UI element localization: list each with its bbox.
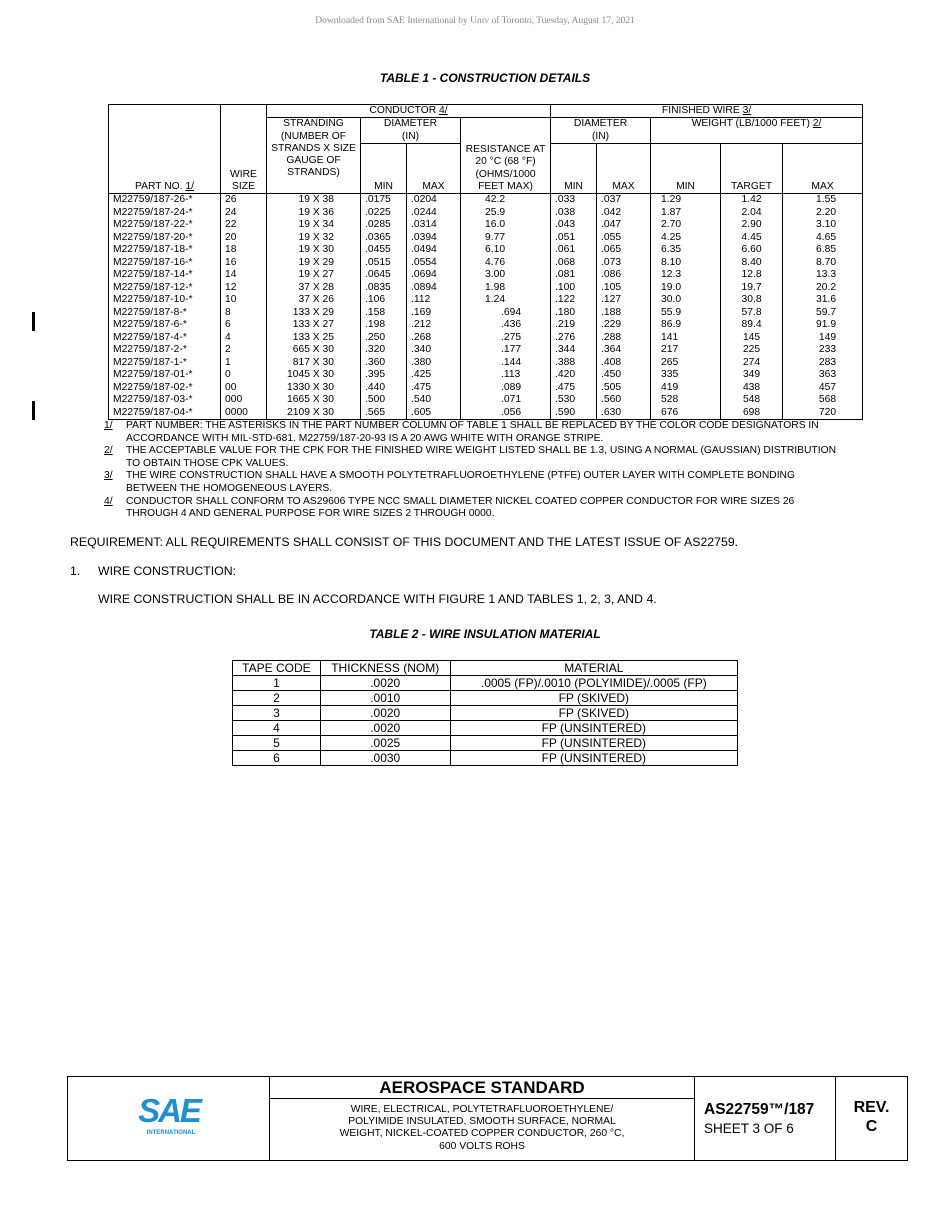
document-number-cell — [695, 1077, 836, 1160]
note-3: 3/ THE WIRE CONSTRUCTION SHALL HAVE A SMOOTH POLYTETRAFLUOROETHYLENE (PTFE) OUTER LAYER WITH COMPLETE BONDING BETWEEN THE HOMOGENEOUS LAYERS. — [104, 470, 795, 494]
weight-target-cell: 225 — [721, 344, 783, 357]
change-bar — [32, 312, 35, 331]
wire-size-cell: 12 — [221, 282, 267, 295]
cond-dia-max-cell: .169 — [407, 307, 461, 320]
fin-dia-min-cell: .033 — [551, 194, 597, 207]
weight-min-cell: 8.10 — [651, 257, 721, 270]
sae-logo-icon — [68, 1077, 269, 1160]
sae-logo-subtext: INTERNATIONAL — [146, 1130, 196, 1136]
fin-dia-max-cell: .560 — [597, 394, 651, 407]
weight-min-cell: 217 — [651, 344, 721, 357]
weight-target-cell: 57.8 — [721, 307, 783, 320]
table-row — [109, 207, 863, 220]
cond-dia-min-cell: .565 — [361, 407, 407, 420]
table-row — [109, 232, 863, 245]
wire-size-cell: 24 — [221, 207, 267, 220]
fin-dia-min-cell: .420 — [551, 369, 597, 382]
max-header: MAX — [783, 144, 863, 194]
weight-target-cell: 4.45 — [721, 232, 783, 245]
cond-dia-max-cell: .268 — [407, 332, 461, 345]
stranding-cell: 1665 X 30 — [267, 394, 361, 407]
thickness-cell: .0010 — [320, 691, 450, 706]
part-no-cell: M22759/187-26-* — [109, 194, 221, 207]
weight-max-cell: 283 — [783, 357, 863, 370]
table-row — [109, 257, 863, 270]
weight-min-cell: 55.9 — [651, 307, 721, 320]
tape-code-cell: 3 — [233, 706, 321, 721]
wire-size-cell: 22 — [221, 219, 267, 232]
weight-header: WEIGHT (LB/1000 FEET) 2/ — [651, 118, 863, 144]
cond-dia-max-cell: .0554 — [407, 257, 461, 270]
cond-dia-max-cell: .0694 — [407, 269, 461, 282]
wire-size-cell: 6 — [221, 319, 267, 332]
resistance-cell: .056 — [461, 407, 551, 420]
cond-dia-min-cell: .0365 — [361, 232, 407, 245]
material-cell: .0005 (FP)/.0010 (POLYIMIDE)/.0005 (FP) — [450, 676, 737, 691]
table-row — [109, 194, 863, 207]
fin-dia-max-cell: .505 — [597, 382, 651, 395]
weight-target-cell: 8.40 — [721, 257, 783, 270]
table-row — [109, 344, 863, 357]
sae-logo — [68, 1077, 270, 1160]
table-row — [233, 676, 738, 691]
cond-dia-min-cell: .360 — [361, 357, 407, 370]
fin-dia-min-cell: .122 — [551, 294, 597, 307]
stranding-cell: 133 X 25 — [267, 332, 361, 345]
weight-max-cell: 59.7 — [783, 307, 863, 320]
target-header: TARGET — [721, 144, 783, 194]
cond-dia-min-cell: .0285 — [361, 219, 407, 232]
fin-dia-min-cell: .051 — [551, 232, 597, 245]
cond-dia-min-cell: .0515 — [361, 257, 407, 270]
cond-dia-min-cell: .158 — [361, 307, 407, 320]
resistance-cell: 1.24 — [461, 294, 551, 307]
wire-size-header: WIRE SIZE — [221, 105, 267, 194]
stranding-cell: 1045 X 30 — [267, 369, 361, 382]
stranding-cell: 133 X 27 — [267, 319, 361, 332]
cond-dia-min-cell: .320 — [361, 344, 407, 357]
part-no-cell: M22759/187-8-* — [109, 307, 221, 320]
min-header: MIN — [361, 144, 407, 194]
thickness-cell: .0025 — [320, 736, 450, 751]
min-header: MIN — [651, 144, 721, 194]
cond-dia-min-cell: .198 — [361, 319, 407, 332]
weight-max-cell: 1.55 — [783, 194, 863, 207]
part-no-cell: M22759/187-24-* — [109, 207, 221, 220]
table-row — [109, 219, 863, 232]
wire-size-cell: 8 — [221, 307, 267, 320]
weight-max-cell: 20.2 — [783, 282, 863, 295]
cond-dia-max-cell: .605 — [407, 407, 461, 420]
fin-dia-min-cell: .219 — [551, 319, 597, 332]
weight-target-cell: 12.8 — [721, 269, 783, 282]
wire-size-cell: 10 — [221, 294, 267, 307]
table2-caption: TABLE 2 - WIRE INSULATION MATERIAL — [369, 627, 601, 641]
stranding-cell: 19 X 32 — [267, 232, 361, 245]
cond-dia-min-cell: .250 — [361, 332, 407, 345]
tape-code-cell: 1 — [233, 676, 321, 691]
weight-target-cell: 145 — [721, 332, 783, 345]
finished-diameter-header: DIAMETER (IN) — [551, 118, 651, 144]
fin-dia-min-cell: .180 — [551, 307, 597, 320]
fin-dia-max-cell: .055 — [597, 232, 651, 245]
wire-size-cell: 4 — [221, 332, 267, 345]
stranding-cell: 19 X 30 — [267, 244, 361, 257]
stranding-header: STRANDING (NUMBER OF STRANDS X SIZE GAUGE OF STRANDS) — [267, 118, 361, 194]
table-row — [109, 407, 863, 420]
stranding-cell: 19 X 27 — [267, 269, 361, 282]
wire-size-cell: 000 — [221, 394, 267, 407]
conductor-diameter-header: DIAMETER (IN) — [361, 118, 461, 144]
resistance-cell: .113 — [461, 369, 551, 382]
part-no-cell: M22759/187-04-* — [109, 407, 221, 420]
weight-target-cell: 548 — [721, 394, 783, 407]
table1-notes — [104, 420, 844, 521]
resistance-cell: .694 — [461, 307, 551, 320]
weight-min-cell: 335 — [651, 369, 721, 382]
stranding-cell: 1330 X 30 — [267, 382, 361, 395]
fin-dia-min-cell: .590 — [551, 407, 597, 420]
table-row — [109, 269, 863, 282]
weight-min-cell: 676 — [651, 407, 721, 420]
weight-min-cell: 12.3 — [651, 269, 721, 282]
material-cell: FP (UNSINTERED) — [450, 751, 737, 766]
weight-max-cell: 363 — [783, 369, 863, 382]
resistance-header: RESISTANCE AT 20 °C (68 °F) (OHMS/1000 FEET MAX) — [461, 118, 551, 194]
weight-max-cell: 2.20 — [783, 207, 863, 220]
table-row — [233, 736, 738, 751]
weight-min-cell: 1.29 — [651, 194, 721, 207]
resistance-cell: 1.98 — [461, 282, 551, 295]
document-description: WIRE, ELECTRICAL, POLYTETRAFLUOROETHYLENE/ POLYIMIDE INSULATED, SMOOTH SURFACE, NORMAL WEIGHT, NICKEL-COATED COPPER CONDUCTOR, 260 °C, 600 VOLTS ROHS — [339, 1104, 625, 1152]
part-no-cell: M22759/187-22-* — [109, 219, 221, 232]
table-row — [109, 357, 863, 370]
part-no-cell: M22759/187-10-* — [109, 294, 221, 307]
sheet-number: SHEET 3 OF 6 — [704, 1121, 794, 1136]
note-1: 1/ PART NUMBER: THE ASTERISKS IN THE PART NUMBER COLUMN OF TABLE 1 SHALL BE REPLACED BY THE COLOR CODE DESIGNATORS IN ACCORDANCE WITH MIL-STD-681. M22759/187-20-93 IS A 20 AWG WHITE WITH ORANGE STRIPE. — [104, 420, 819, 444]
cond-dia-max-cell: .475 — [407, 382, 461, 395]
resistance-cell: .275 — [461, 332, 551, 345]
part-no-cell: M22759/187-03-* — [109, 394, 221, 407]
tape-code-cell: 5 — [233, 736, 321, 751]
part-no-cell: M22759/187-2-* — [109, 344, 221, 357]
table-row — [233, 691, 738, 706]
weight-target-cell: 30.8 — [721, 294, 783, 307]
fin-dia-min-cell: .344 — [551, 344, 597, 357]
cond-dia-min-cell: .440 — [361, 382, 407, 395]
table-row — [109, 369, 863, 382]
weight-max-cell: 233 — [783, 344, 863, 357]
cond-dia-max-cell: .0394 — [407, 232, 461, 245]
wire-size-cell: 16 — [221, 257, 267, 270]
thickness-cell: .0020 — [320, 706, 450, 721]
wire-size-cell: 1 — [221, 357, 267, 370]
fin-dia-min-cell: .061 — [551, 244, 597, 257]
fin-dia-max-cell: .364 — [597, 344, 651, 357]
table-row — [233, 721, 738, 736]
fin-dia-max-cell: .086 — [597, 269, 651, 282]
part-no-cell: M22759/187-12-* — [109, 282, 221, 295]
stranding-cell: 37 X 26 — [267, 294, 361, 307]
cond-dia-max-cell: .0314 — [407, 219, 461, 232]
section-1-title: WIRE CONSTRUCTION: — [98, 564, 236, 578]
wire-size-cell: 20 — [221, 232, 267, 245]
weight-max-cell: 13.3 — [783, 269, 863, 282]
stranding-cell: 19 X 36 — [267, 207, 361, 220]
cond-dia-min-cell: .0645 — [361, 269, 407, 282]
weight-max-cell: 6.85 — [783, 244, 863, 257]
resistance-cell: .144 — [461, 357, 551, 370]
fin-dia-min-cell: .081 — [551, 269, 597, 282]
min-header: MIN — [551, 144, 597, 194]
wire-size-cell: 2 — [221, 344, 267, 357]
fin-dia-max-cell: .450 — [597, 369, 651, 382]
cond-dia-min-cell: .106 — [361, 294, 407, 307]
part-no-cell: M22759/187-1-* — [109, 357, 221, 370]
revision-label: REV. — [853, 1099, 890, 1116]
weight-target-cell: 438 — [721, 382, 783, 395]
tape-code-cell: 2 — [233, 691, 321, 706]
stranding-cell: 19 X 29 — [267, 257, 361, 270]
cond-dia-max-cell: .112 — [407, 294, 461, 307]
stranding-cell: 133 X 29 — [267, 307, 361, 320]
wire-size-cell: 26 — [221, 194, 267, 207]
resistance-cell: .089 — [461, 382, 551, 395]
change-bar — [32, 401, 35, 420]
weight-max-cell: 720 — [783, 407, 863, 420]
cond-dia-max-cell: .0204 — [407, 194, 461, 207]
sae-logo-mark: SAE — [138, 1092, 200, 1129]
cond-dia-max-cell: .425 — [407, 369, 461, 382]
material-cell: FP (SKIVED) — [450, 691, 737, 706]
stranding-cell: 19 X 34 — [267, 219, 361, 232]
resistance-cell: 16.0 — [461, 219, 551, 232]
cond-dia-min-cell: .0225 — [361, 207, 407, 220]
resistance-cell: .071 — [461, 394, 551, 407]
table-row — [109, 307, 863, 320]
tape-code-header: TAPE CODE — [233, 661, 321, 676]
weight-min-cell: 2.70 — [651, 219, 721, 232]
note-2: 2/ THE ACCEPTABLE VALUE FOR THE CPK FOR THE FINISHED WIRE WEIGHT LISTED SHALL BE 1.3, USING A NORMAL (GAUSSIAN) DISTRIBUTION TO OBTAIN THOSE CPK VALUES. — [104, 445, 837, 469]
wire-size-cell: 18 — [221, 244, 267, 257]
weight-min-cell: 419 — [651, 382, 721, 395]
thickness-cell: .0020 — [320, 721, 450, 736]
fin-dia-max-cell: .630 — [597, 407, 651, 420]
table1-caption: TABLE 1 - CONSTRUCTION DETAILS — [379, 71, 591, 85]
thickness-header: THICKNESS (NOM) — [320, 661, 450, 676]
stranding-cell: 2109 X 30 — [267, 407, 361, 420]
weight-target-cell: 6.60 — [721, 244, 783, 257]
fin-dia-min-cell: .043 — [551, 219, 597, 232]
weight-max-cell: 4.65 — [783, 232, 863, 245]
part-no-cell: M22759/187-18-* — [109, 244, 221, 257]
material-cell: FP (SKIVED) — [450, 706, 737, 721]
weight-max-cell: 8.70 — [783, 257, 863, 270]
cond-dia-max-cell: .540 — [407, 394, 461, 407]
fin-dia-max-cell: .047 — [597, 219, 651, 232]
fin-dia-max-cell: .037 — [597, 194, 651, 207]
title-block-description — [270, 1077, 695, 1160]
document-number: AS22759™/187 — [704, 1101, 815, 1118]
cond-dia-max-cell: .212 — [407, 319, 461, 332]
weight-min-cell: 1.87 — [651, 207, 721, 220]
tape-code-cell: 4 — [233, 721, 321, 736]
fin-dia-max-cell: .042 — [597, 207, 651, 220]
part-no-cell: M22759/187-01-* — [109, 369, 221, 382]
weight-min-cell: 265 — [651, 357, 721, 370]
cond-dia-max-cell: .340 — [407, 344, 461, 357]
part-no-cell: M22759/187-6-* — [109, 319, 221, 332]
material-header: MATERIAL — [450, 661, 737, 676]
max-header: MAX — [597, 144, 651, 194]
fin-dia-max-cell: .408 — [597, 357, 651, 370]
weight-min-cell: 19.0 — [651, 282, 721, 295]
fin-dia-max-cell: .065 — [597, 244, 651, 257]
thickness-cell: .0020 — [320, 676, 450, 691]
table-row — [109, 394, 863, 407]
table-row — [109, 382, 863, 395]
weight-max-cell: 149 — [783, 332, 863, 345]
revision-value: C — [865, 1118, 878, 1135]
weight-min-cell: 4.25 — [651, 232, 721, 245]
part-no-cell: M22759/187-14-* — [109, 269, 221, 282]
weight-max-cell: 568 — [783, 394, 863, 407]
fin-dia-min-cell: .276 — [551, 332, 597, 345]
fin-dia-min-cell: .068 — [551, 257, 597, 270]
weight-max-cell: 3.10 — [783, 219, 863, 232]
construction-details-table — [108, 104, 863, 420]
insulation-material-table — [232, 660, 738, 766]
fin-dia-max-cell: .288 — [597, 332, 651, 345]
fin-dia-max-cell: .229 — [597, 319, 651, 332]
fin-dia-max-cell: .073 — [597, 257, 651, 270]
aerospace-standard-title: AEROSPACE STANDARD — [270, 1077, 694, 1099]
resistance-cell: 25.9 — [461, 207, 551, 220]
fin-dia-min-cell: .530 — [551, 394, 597, 407]
section-1-number: 1. — [70, 564, 81, 578]
cond-dia-max-cell: .380 — [407, 357, 461, 370]
weight-target-cell: 698 — [721, 407, 783, 420]
requirement-text: REQUIREMENT: ALL REQUIREMENTS SHALL CONSIST OF THIS DOCUMENT AND THE LATEST ISSUE OF AS22759. — [70, 535, 739, 549]
weight-min-cell: 6.35 — [651, 244, 721, 257]
revision-cell — [836, 1077, 907, 1160]
fin-dia-min-cell: .475 — [551, 382, 597, 395]
weight-max-cell: 91.9 — [783, 319, 863, 332]
stranding-cell: 37 X 28 — [267, 282, 361, 295]
resistance-cell: 3.00 — [461, 269, 551, 282]
finished-wire-header: FINISHED WIRE 3/ — [551, 105, 863, 118]
wire-size-cell: 0 — [221, 369, 267, 382]
cond-dia-max-cell: .0894 — [407, 282, 461, 295]
table-row — [109, 319, 863, 332]
resistance-cell: .177 — [461, 344, 551, 357]
fin-dia-max-cell: .188 — [597, 307, 651, 320]
cond-dia-min-cell: .0835 — [361, 282, 407, 295]
material-cell: FP (UNSINTERED) — [450, 721, 737, 736]
weight-target-cell: 2.90 — [721, 219, 783, 232]
table-row — [109, 282, 863, 295]
weight-target-cell: 1.42 — [721, 194, 783, 207]
part-no-cell: M22759/187-16-* — [109, 257, 221, 270]
download-note: Downloaded from SAE International by Univ of Toronto, Tuesday, August 17, 2021 — [315, 16, 635, 26]
conductor-header: CONDUCTOR 4/ — [267, 105, 551, 118]
fin-dia-max-cell: .127 — [597, 294, 651, 307]
fin-dia-min-cell: .038 — [551, 207, 597, 220]
wire-size-cell: 00 — [221, 382, 267, 395]
table-row — [109, 244, 863, 257]
weight-target-cell: 19.7 — [721, 282, 783, 295]
weight-target-cell: 274 — [721, 357, 783, 370]
part-no-cell: M22759/187-4-* — [109, 332, 221, 345]
part-no-cell: M22759/187-20-* — [109, 232, 221, 245]
weight-min-cell: 528 — [651, 394, 721, 407]
resistance-cell: 9.77 — [461, 232, 551, 245]
table-row — [109, 294, 863, 307]
weight-min-cell: 30.0 — [651, 294, 721, 307]
fin-dia-min-cell: .100 — [551, 282, 597, 295]
section-1-body: WIRE CONSTRUCTION SHALL BE IN ACCORDANCE WITH FIGURE 1 AND TABLES 1, 2, 3, AND 4. — [98, 592, 657, 606]
max-header: MAX — [407, 144, 461, 194]
cond-dia-min-cell: .0175 — [361, 194, 407, 207]
title-block — [67, 1076, 908, 1161]
cond-dia-min-cell: .500 — [361, 394, 407, 407]
wire-size-cell: 14 — [221, 269, 267, 282]
cond-dia-max-cell: .0244 — [407, 207, 461, 220]
fin-dia-max-cell: .105 — [597, 282, 651, 295]
weight-target-cell: 89.4 — [721, 319, 783, 332]
stranding-cell: 665 X 30 — [267, 344, 361, 357]
fin-dia-min-cell: .388 — [551, 357, 597, 370]
weight-max-cell: 457 — [783, 382, 863, 395]
table-row — [109, 332, 863, 345]
part-no-header: PART NO. 1/ — [109, 105, 221, 194]
thickness-cell: .0030 — [320, 751, 450, 766]
table-row — [233, 706, 738, 721]
table-row — [233, 751, 738, 766]
resistance-cell: 6.10 — [461, 244, 551, 257]
resistance-cell: 42.2 — [461, 194, 551, 207]
weight-target-cell: 349 — [721, 369, 783, 382]
resistance-cell: 4.76 — [461, 257, 551, 270]
resistance-cell: .436 — [461, 319, 551, 332]
part-no-cell: M22759/187-02-* — [109, 382, 221, 395]
cond-dia-min-cell: .395 — [361, 369, 407, 382]
tape-code-cell: 6 — [233, 751, 321, 766]
wire-size-cell: 0000 — [221, 407, 267, 420]
cond-dia-min-cell: .0455 — [361, 244, 407, 257]
note-4: 4/ CONDUCTOR SHALL CONFORM TO AS29606 TYPE NCC SMALL DIAMETER NICKEL COATED COPPER CONDUCTOR FOR WIRE SIZES 26 THROUGH 4 AND GENERAL PURPOSE FOR WIRE SIZES 2 THROUGH 0000. — [104, 495, 795, 520]
stranding-cell: 817 X 30 — [267, 357, 361, 370]
cond-dia-max-cell: .0494 — [407, 244, 461, 257]
weight-target-cell: 2.04 — [721, 207, 783, 220]
weight-min-cell: 86.9 — [651, 319, 721, 332]
material-cell: FP (UNSINTERED) — [450, 736, 737, 751]
weight-min-cell: 141 — [651, 332, 721, 345]
weight-max-cell: 31.6 — [783, 294, 863, 307]
stranding-cell: 19 X 38 — [267, 194, 361, 207]
